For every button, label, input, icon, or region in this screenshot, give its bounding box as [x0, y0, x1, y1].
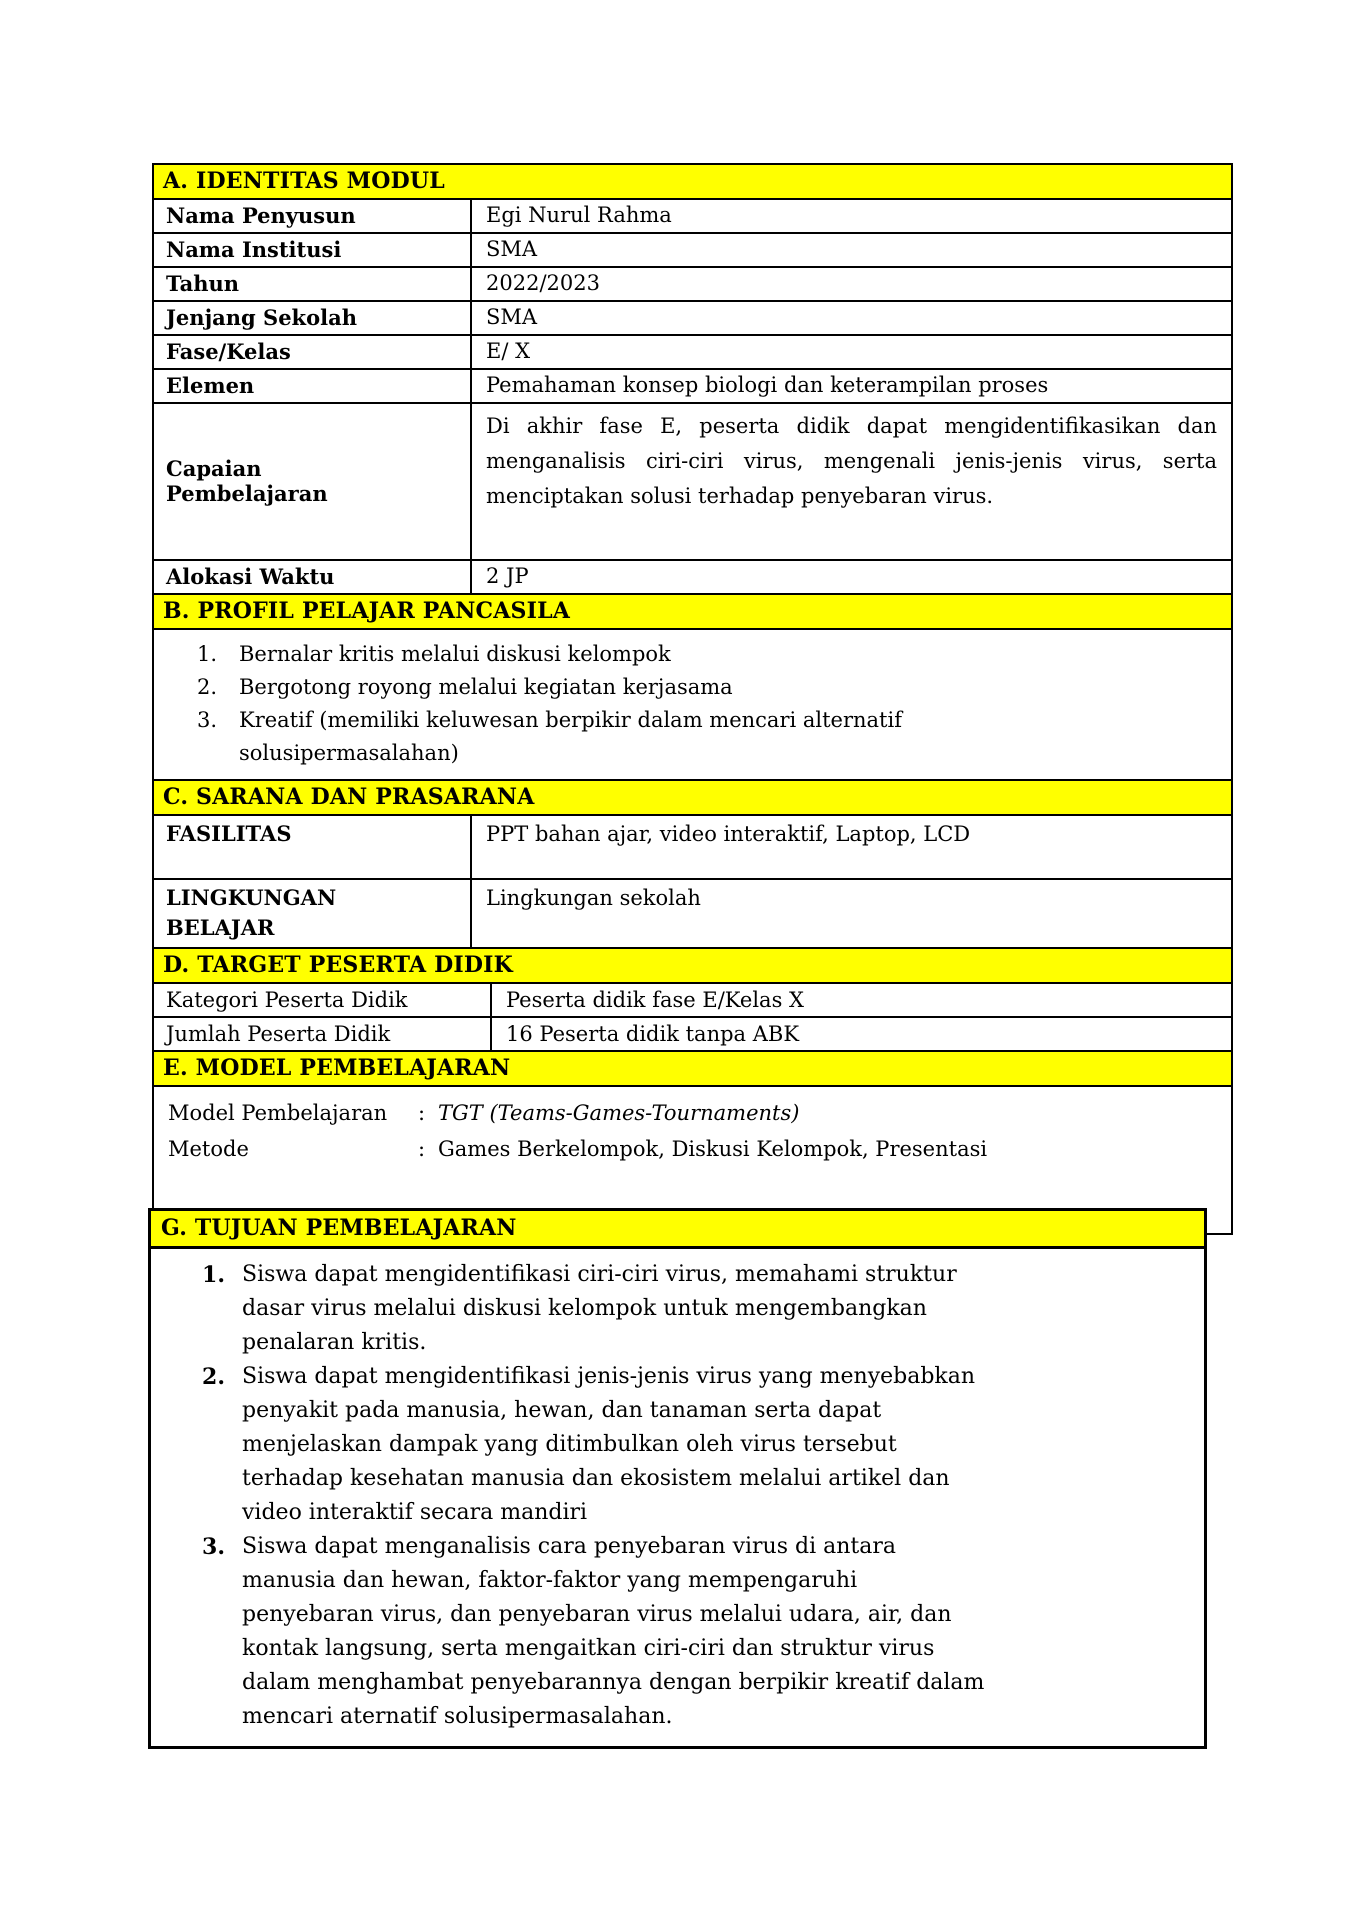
- list-item-text: Bergotong royong melalui kegiatan kerjasama: [239, 675, 733, 699]
- table-row: [154, 370, 1231, 404]
- row-label: Kategori Peserta Didik: [154, 984, 492, 1016]
- row-value: 16 Peserta didik tanpa ABK: [506, 1022, 800, 1046]
- table-row-capaian: [154, 404, 1231, 561]
- table-row: [154, 336, 1231, 370]
- list-item-number: 3.: [202, 1534, 225, 1560]
- section-header-model: E. MODEL PEMBELAJARAN: [154, 1052, 1231, 1087]
- section-header-identitas: A. IDENTITAS MODUL: [154, 165, 1231, 200]
- row-label: Jenjang Sekolah: [154, 302, 472, 334]
- table-row: [154, 200, 1231, 234]
- model-line-separator: :: [418, 1101, 426, 1125]
- row-label: Jumlah Peserta Didik: [154, 1018, 492, 1050]
- row-label: Alokasi Waktu: [154, 561, 472, 593]
- model-line-separator: :: [418, 1137, 426, 1161]
- row-value: Egi Nurul Rahma: [486, 203, 672, 227]
- list-item-text: Siswa dapat menganalisis cara penyebaran virus di antara manusia dan hewan, faktor-faktor yang mempengaruhi penyebaran virus, dan penyebaran virus melalui udara, air, dan kontak langsung, serta mengaitkan ciri-ciri dan struktur virus dalam menghambat penyebarannya dengan berpikir kreatif dalam mencari aternatif solusipermasalahan.: [242, 1534, 985, 1729]
- row-value: SMA: [486, 305, 538, 329]
- row-label: Capaian Pembelajaran: [154, 404, 472, 559]
- row-value: PPT bahan ajar, video interaktif, Laptop, LCD: [486, 822, 971, 846]
- row-label: Nama Penyusun: [154, 200, 472, 232]
- model-line-value: TGT (Teams-Games-Tournaments): [438, 1101, 800, 1125]
- list-item: [151, 1258, 1204, 1360]
- list-item-number: 1.: [196, 642, 217, 666]
- row-label: Tahun: [154, 268, 472, 300]
- row-value: 2 JP: [486, 564, 529, 588]
- table-row: [154, 561, 1231, 595]
- model-line-label: Model Pembelajaran: [168, 1101, 388, 1125]
- list-item: [154, 671, 1231, 704]
- row-label: Nama Institusi: [154, 234, 472, 266]
- row-value: Pemahaman konsep biologi dan keterampilan proses: [486, 373, 1049, 397]
- model-line: [168, 1131, 1217, 1167]
- row-value: SMA: [486, 237, 538, 261]
- list-item-text: Siswa dapat mengidentifikasi ciri-ciri virus, memahami struktur dasar virus melalui diskusi kelompok untuk mengembangkan penalaran kritis.: [242, 1262, 957, 1355]
- tujuan-list: [151, 1249, 1204, 1746]
- list-item-number: 3.: [196, 708, 217, 732]
- model-line-label: Metode: [168, 1137, 249, 1161]
- list-item-number: 2.: [196, 675, 217, 699]
- section-header-sarana: C. SARANA DAN PRASARANA: [154, 781, 1231, 816]
- row-label: Fase/Kelas: [154, 336, 472, 368]
- profil-list: [154, 630, 1231, 781]
- row-value: Peserta didik fase E/Kelas X: [506, 988, 804, 1012]
- list-item-text: Bernalar kritis melalui diskusi kelompok: [239, 642, 671, 666]
- model-line: [168, 1095, 1217, 1131]
- row-label: LINGKUNGAN BELAJAR: [154, 880, 472, 947]
- section-header-target: D. TARGET PESERTA DIDIK: [154, 949, 1231, 984]
- table-row: [154, 1018, 1231, 1052]
- row-label: FASILITAS: [154, 816, 472, 878]
- model-line-value: Games Berkelompok, Diskusi Kelompok, Presentasi: [438, 1137, 988, 1161]
- row-value: 2022/2023: [486, 271, 600, 295]
- table-row: [154, 268, 1231, 302]
- list-item-text: Kreatif (memiliki keluwesan berpikir dalam mencari alternatif solusipermasalahan): [239, 708, 902, 765]
- section-header-tujuan: G. TUJUAN PEMBELAJARAN: [151, 1211, 1204, 1249]
- list-item: [151, 1530, 1204, 1734]
- list-item-number: 2.: [202, 1364, 225, 1390]
- list-item: [154, 638, 1231, 671]
- list-item-text: Siswa dapat mengidentifikasi jenis-jenis virus yang menyebabkan penyakit pada manusia, hewan, dan tanaman serta dapat menjelaskan dampak yang ditimbulkan oleh virus tersebut terhadap kesehatan manusia dan ekosistem melalui artikel dan video interaktif secara mandiri: [242, 1364, 976, 1525]
- row-value: Lingkungan sekolah: [486, 886, 701, 910]
- module-identity-table: [152, 163, 1233, 1235]
- row-value: Di akhir fase E, peserta didik dapat mengidentifikasikan dan menganalisis ciri-ciri virus, mengenali jenis-jenis virus, serta menciptakan solusi terhadap penyebaran virus.: [486, 414, 1217, 508]
- learning-objectives-table: [148, 1208, 1207, 1749]
- list-item: [151, 1360, 1204, 1530]
- table-row: [154, 816, 1231, 880]
- table-row: [154, 234, 1231, 268]
- table-row: [154, 984, 1231, 1018]
- row-value: E/ X: [486, 339, 531, 363]
- table-row: [154, 880, 1231, 949]
- row-label: Elemen: [154, 370, 472, 402]
- list-item: [154, 704, 1231, 770]
- section-header-profil: B. PROFIL PELAJAR PANCASILA: [154, 595, 1231, 630]
- table-row: [154, 302, 1231, 336]
- list-item-number: 1.: [202, 1262, 225, 1288]
